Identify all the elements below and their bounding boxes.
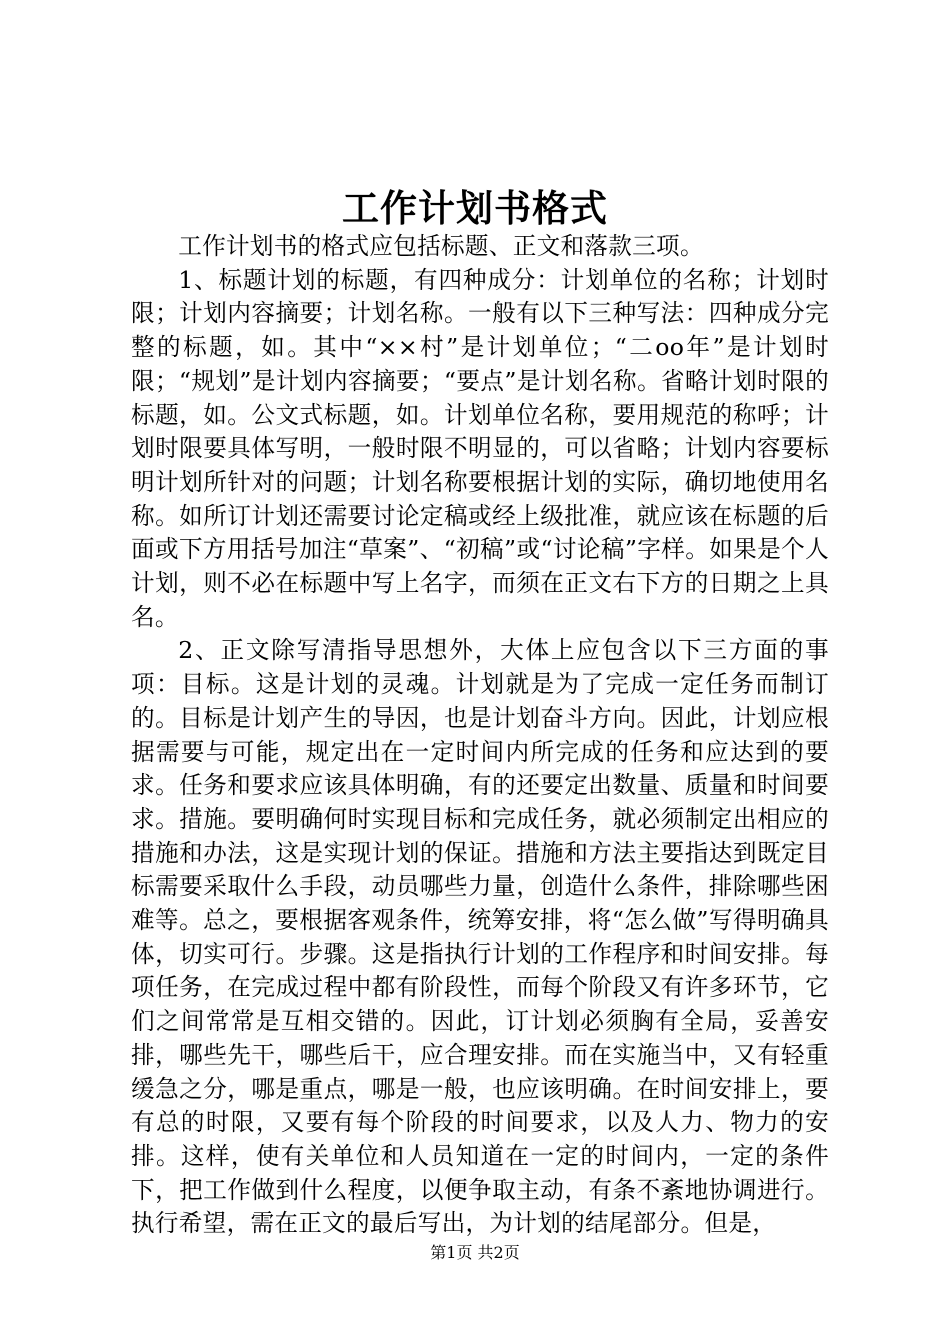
document-body — [131, 230, 829, 1241]
paragraph-body-section: 2、正文除写清指导思想外，大体上应包含以下三方面的事项：目标。这是计划的灵魂。计划就是为了完成一定任务而制订的。目标是计划产生的导因，也是计划奋斗方向。因此，计划应根据需要与可能，规定出在一定时间内所完成的任务和应达到的要求。任务和要求应该具体明确，有的还要定出数量、质量和时间要求。措施。要明确何时实现目标和完成任务，就必须制定出相应的措施和办法，这是实现计划的保证。措施和方法主要指达到既定目标需要采取什么手段，动员哪些力量，创造什么条件，排除哪些困难等。总之，要根据客观条件，统筹安排，将“怎么做”写得明确具体，切实可行。步骤。这是指执行计划的工作程序和时间安排。每项任务，在完成过程中都有阶段性，而每个阶段又有许多环节，它们之间常常是互相交错的。因此，订计划必须胸有全局，妥善安排，哪些先干，哪些后干，应合理安排。而在实施当中，又有轻重缓急之分，哪是重点，哪是一般，也应该明确。在时间安排上，要有总的时限，又要有每个阶段的时间要求，以及人力、物力的安排。这样，使有关单位和人员知道在一定的时间内，一定的条件下，把工作做到什么程度，以便争取主动，有条不紊地协调进行。执行希望，需在正文的最后写出，为计划的结尾部分。但是， — [131, 636, 829, 1238]
page-number-label: 第1页 共2页 — [430, 1243, 520, 1262]
document-title: 工作计划书格式 — [342, 186, 608, 230]
page-footer — [0, 1241, 950, 1265]
paragraph-intro: 工作计划书的格式应包括标题、正文和落款三项。 — [178, 232, 704, 260]
paragraph-title-section: 1、标题计划的标题，有四种成分：计划单位的名称；计划时限；计划内容摘要；计划名称。一般有以下三种写法：四种成分完整的标题，如。其中“××村”是计划单位；“二oo年”是计划时限；“规划”是计划内容摘要；“要点”是计划名称。省略计划时限的标题，如。公文式标题，如。计划单位名称，要用规范的称呼；计划时限要具体写明，一般时限不明显的，可以省略；计划内容要标明计划所针对的问题；计划名称要根据计划的实际，确切地使用名称。如所订计划还需要讨论定稿或经上级批准，就应该在标题的后面或下方用括号加注“草案”、“初稿”或“讨论稿”字样。如果是个人计划，则不必在标题中写上名字，而须在正文右下方的日期之上具名。 — [131, 265, 829, 631]
